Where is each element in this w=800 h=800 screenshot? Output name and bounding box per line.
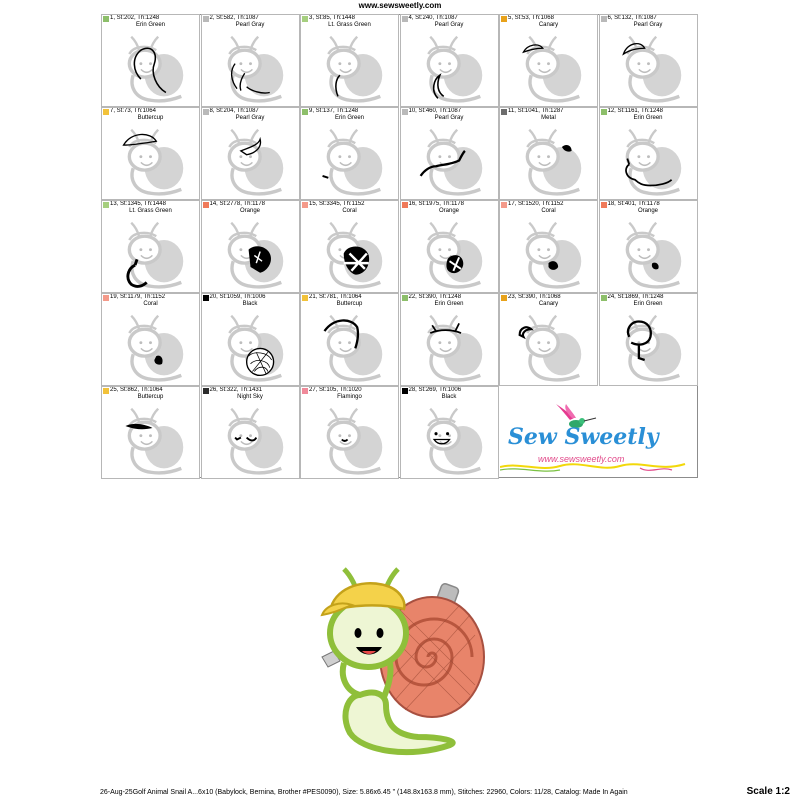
color-step-cell xyxy=(599,200,698,293)
thread-color-name: Lt. Grass Green xyxy=(328,22,371,28)
color-step-cell xyxy=(599,14,698,107)
thread-color-name: Canary xyxy=(538,22,559,28)
step-stitch-info: 15, St:3345, Th:1152 xyxy=(309,201,365,207)
step-preview-icon xyxy=(112,215,189,292)
step-stitch-info: 10, St:460, Th:1087 xyxy=(408,108,462,114)
color-step-cell xyxy=(599,107,698,200)
color-step-cell xyxy=(201,386,300,479)
color-step-cell xyxy=(101,107,200,200)
thread-color-name: Pearl Gray xyxy=(434,22,464,28)
thread-color-name: Coral xyxy=(143,301,158,307)
step-preview-icon xyxy=(212,29,289,106)
step-preview-icon xyxy=(510,29,587,106)
thread-color-name: Buttercup xyxy=(336,301,363,307)
step-stitch-info: 24, St:1869, Th:1248 xyxy=(607,294,664,300)
thread-color-name: Erin Green xyxy=(135,22,165,28)
thread-color-name: Orange xyxy=(637,208,658,214)
step-stitch-info: 28, St:269, Th:1006 xyxy=(408,387,462,393)
color-step-cell xyxy=(499,293,598,386)
thread-color-name: Canary xyxy=(538,301,559,307)
step-stitch-info: 1, St:202, Th:1248 xyxy=(110,15,160,21)
color-step-cell xyxy=(101,293,200,386)
step-stitch-info: 25, St:862, Th:1064 xyxy=(110,387,163,393)
step-stitch-info: 20, St:1059, Th:1006 xyxy=(209,294,266,300)
step-stitch-info: 4, St:240, Th:1087 xyxy=(408,15,458,21)
snail-design-preview xyxy=(300,545,500,775)
step-stitch-info: 22, St:390, Th:1248 xyxy=(408,294,462,300)
step-stitch-info: 21, St:781, Th:1064 xyxy=(309,294,362,300)
color-step-cell xyxy=(400,200,499,293)
step-preview-icon xyxy=(212,308,289,385)
thread-color-name: Coral xyxy=(342,208,357,214)
step-stitch-info: 5, St:53, Th:1068 xyxy=(508,15,554,21)
step-stitch-info: 7, St:73, Th:1064 xyxy=(110,108,156,114)
step-stitch-info: 18, St:401, Th:1178 xyxy=(607,201,660,207)
color-step-cell xyxy=(499,107,598,200)
step-preview-icon xyxy=(212,215,289,292)
thread-color-name: Erin Green xyxy=(334,115,364,121)
step-preview-icon xyxy=(212,122,289,199)
design-info: 26-Aug-25Golf Animal Snail A...6x10 (Babylock, Bernina, Brother #PES0090), Size: 5.86x6.45 " (148.8x163.8 mm), Stitches: 22960, Colors: 11/28, Catalog: Made In Again xyxy=(100,789,628,796)
thread-color-name: Pearl Gray xyxy=(235,22,265,28)
step-preview-icon xyxy=(311,122,388,199)
thread-color-name: Erin Green xyxy=(434,301,464,307)
step-stitch-info: 6, St:132, Th:1087 xyxy=(607,15,657,21)
color-step-cell xyxy=(101,14,200,107)
thread-color-name: Pearl Gray xyxy=(235,115,265,121)
step-stitch-info: 11, St:1041, Th:1287 xyxy=(508,108,564,114)
color-step-cell xyxy=(599,293,698,386)
step-stitch-info: 14, St:2778, Th:1178 xyxy=(209,201,265,207)
step-preview-icon xyxy=(411,401,488,478)
color-step-cell xyxy=(101,386,200,479)
thread-color-name: Coral xyxy=(541,208,556,214)
thread-color-name: Erin Green xyxy=(633,301,663,307)
color-step-cell xyxy=(300,107,399,200)
step-preview-icon xyxy=(112,122,189,199)
thread-color-name: Night Sky xyxy=(237,394,263,400)
step-preview-icon xyxy=(112,401,189,478)
thread-color-name: Orange xyxy=(239,208,260,214)
thread-color-name: Orange xyxy=(438,208,459,214)
color-step-cell xyxy=(201,14,300,107)
color-step-cell xyxy=(300,14,399,107)
step-preview-icon xyxy=(610,308,687,385)
color-step-cell xyxy=(400,386,499,479)
color-step-cell xyxy=(400,14,499,107)
step-stitch-info: 23, St:390, Th:1068 xyxy=(508,294,561,300)
step-preview-icon xyxy=(411,215,488,292)
step-stitch-info: 19, St:1179, Th:1152 xyxy=(110,294,166,300)
color-step-cell xyxy=(400,107,499,200)
site-header[interactable]: www.sewsweetly.com xyxy=(358,1,442,10)
color-step-cell xyxy=(201,107,300,200)
thread-color-name: Lt. Grass Green xyxy=(129,208,172,214)
thread-color-name: Pearl Gray xyxy=(434,115,464,121)
thread-color-name: Metal xyxy=(541,115,556,121)
color-step-cell xyxy=(201,293,300,386)
step-preview-icon xyxy=(510,215,587,292)
thread-color-name: Black xyxy=(242,301,258,307)
step-preview-icon xyxy=(112,29,189,106)
step-preview-icon xyxy=(610,29,687,106)
step-preview-icon xyxy=(112,308,189,385)
thread-color-name: Pearl Gray xyxy=(633,22,663,28)
step-stitch-info: 8, St:204, Th:1087 xyxy=(209,108,259,114)
color-step-cell xyxy=(300,293,399,386)
step-preview-icon xyxy=(212,401,289,478)
thread-color-name: Black xyxy=(441,394,457,400)
svg-text:www.sewsweetly.com: www.sewsweetly.com xyxy=(538,454,625,464)
step-stitch-info: 26, St:322, Th:1431 xyxy=(209,387,263,393)
step-preview-icon xyxy=(610,122,687,199)
step-preview-icon xyxy=(411,308,488,385)
step-preview-icon xyxy=(510,308,587,385)
scale-label: Scale 1:2 xyxy=(746,786,790,797)
step-stitch-info: 12, St:1161, Th:1248 xyxy=(607,108,663,114)
color-step-cell xyxy=(499,200,598,293)
step-stitch-info: 16, St:1975, Th:1178 xyxy=(408,201,464,207)
step-stitch-info: 13, St:1345, Th:1448 xyxy=(110,201,166,207)
svg-text:Sew Sweetly: Sew Sweetly xyxy=(508,424,659,450)
thread-color-name: Erin Green xyxy=(633,115,663,121)
sew-sweetly-logo xyxy=(500,400,700,475)
color-step-cell xyxy=(400,293,499,386)
thread-color-name: Buttercup xyxy=(137,394,164,400)
step-stitch-info: 9, St:137, Th:1248 xyxy=(309,108,359,114)
step-stitch-info: 2, St:582, Th:1087 xyxy=(209,15,259,21)
step-preview-icon xyxy=(411,29,488,106)
color-step-cell xyxy=(201,200,300,293)
color-step-cell xyxy=(300,200,399,293)
step-preview-icon xyxy=(311,308,388,385)
step-preview-icon xyxy=(610,215,687,292)
thread-color-name: Flamingo xyxy=(337,394,362,400)
color-step-cell xyxy=(300,386,399,479)
step-stitch-info: 3, St:85, Th:1448 xyxy=(309,15,355,21)
color-step-cell xyxy=(499,14,598,107)
step-preview-icon xyxy=(311,215,388,292)
thread-color-name: Buttercup xyxy=(137,115,164,121)
step-stitch-info: 27, St:105, Th:1020 xyxy=(309,387,362,393)
step-preview-icon xyxy=(311,401,388,478)
color-step-cell xyxy=(101,200,200,293)
step-stitch-info: 17, St:1520, Th:1152 xyxy=(508,201,564,207)
step-preview-icon xyxy=(311,29,388,106)
step-preview-icon xyxy=(411,122,488,199)
step-preview-icon xyxy=(510,122,587,199)
